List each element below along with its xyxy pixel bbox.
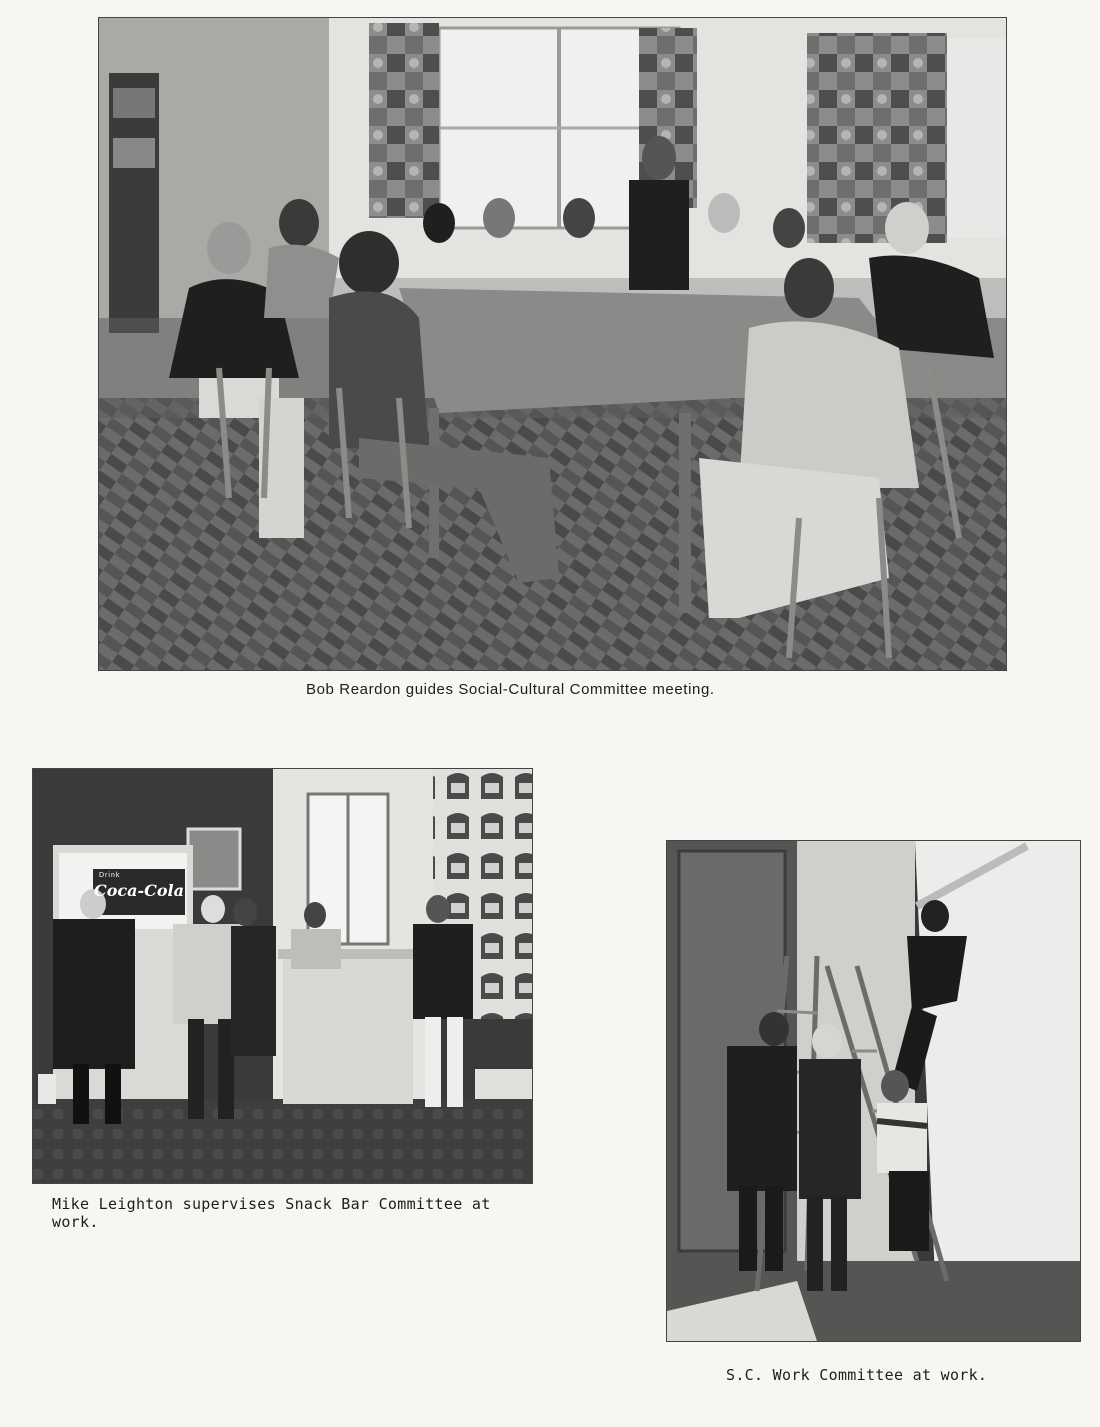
photo-snack-bar [33,769,532,1183]
coca-cola-sign-small: Drink [99,872,121,879]
snack-bar-caption: Mike Leighton supervises Snack Bar Committee at work. [52,1195,491,1231]
meeting-scene [99,18,1006,670]
work-committee-caption: S.C. Work Committee at work. [726,1366,988,1384]
coca-cola-sign-brand: Coca-Cola [93,881,184,900]
photo-meeting [99,18,1006,670]
meeting-caption: Bob Reardon guides Social-Cultural Committee meeting. [306,681,715,698]
snack-bar-scene [33,769,532,1183]
photo-work-committee [667,841,1080,1341]
work-committee-scene [667,841,1080,1341]
coca-cola-sign [93,869,185,915]
